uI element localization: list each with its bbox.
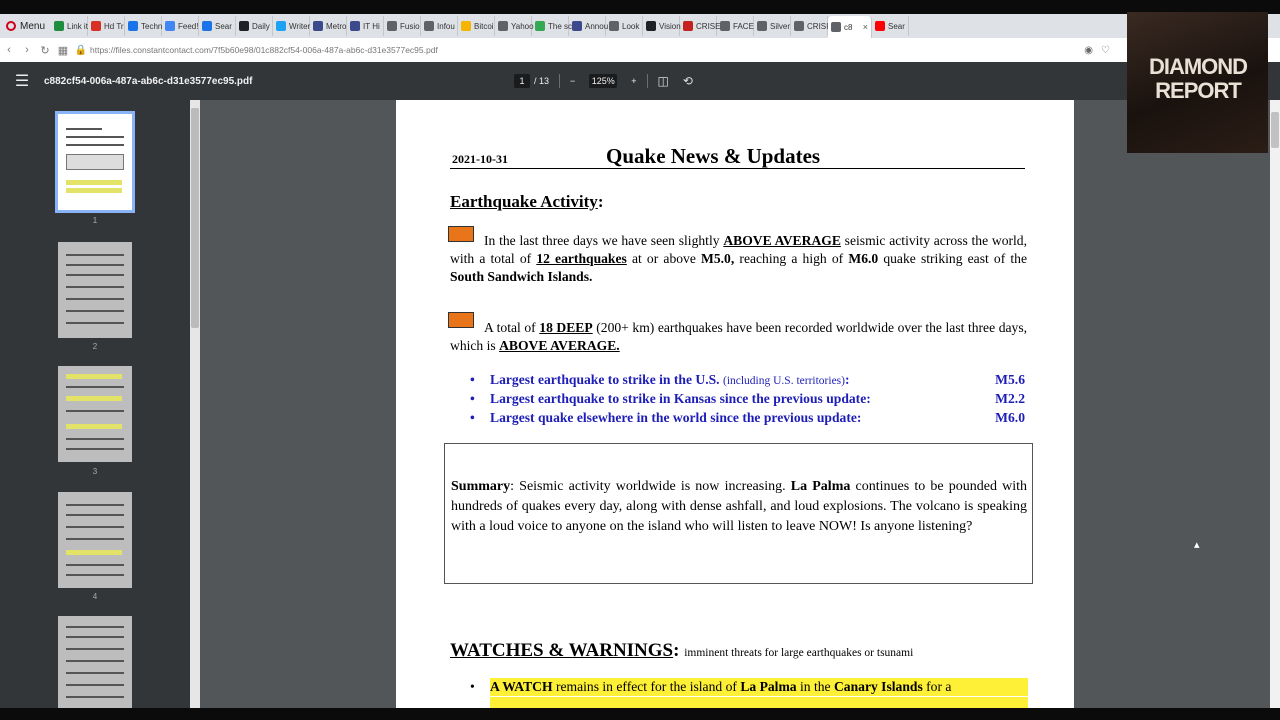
- tab-favicon-icon: [276, 21, 286, 31]
- browser-tab[interactable]: [162, 16, 199, 36]
- pdf-filename: c882cf54-006a-487a-ab6c-d31e3577ec95.pdf: [44, 75, 253, 87]
- browser-tab[interactable]: [680, 16, 721, 36]
- tab-label: Techn: [141, 21, 163, 31]
- browser-tab[interactable]: [125, 16, 162, 36]
- speed-dial-icon[interactable]: ▦: [57, 44, 69, 57]
- reload-icon[interactable]: ↻: [40, 44, 50, 57]
- title-underline: [450, 168, 1025, 169]
- tab-label: Sear: [888, 21, 905, 31]
- browser-tab[interactable]: [495, 16, 532, 36]
- tab-label: Yahoo: [511, 21, 534, 31]
- tab-label: IT Hi: [363, 21, 380, 31]
- tab-label: Metro: [326, 21, 347, 31]
- tab-label: Look: [622, 21, 640, 31]
- browser-menu-button[interactable]: [0, 14, 51, 38]
- tabs-container: [51, 14, 909, 38]
- diamond-report-logo: DIAMOND REPORT: [1127, 12, 1268, 153]
- summary-text: Summary: Seismic activity worldwide is now increasing. La Palma continues to be pounded with hundreds of quakes every day, along with dense ashfall, and loud explosions. The volcano is speaking with a loud voice to anyone on the island who will listen to leave NOW! Is anyone listening?: [451, 479, 1028, 534]
- earthquake-activity-heading: Earthquake Activity:: [450, 192, 604, 211]
- page-thumbnail-5[interactable]: [58, 616, 132, 712]
- browser-tab[interactable]: [643, 16, 680, 36]
- page-thumbnail-1[interactable]: [55, 111, 135, 213]
- document-title: Quake News & Updates: [606, 144, 821, 168]
- tab-favicon-icon: [387, 21, 397, 31]
- tab-favicon-icon: [424, 21, 434, 31]
- browser-tab[interactable]: [828, 16, 872, 38]
- tab-favicon-icon: [794, 21, 804, 31]
- tab-favicon-icon: [239, 21, 249, 31]
- tab-favicon-icon: [128, 21, 138, 31]
- browser-tab[interactable]: [310, 16, 347, 36]
- toolbar-divider: [647, 74, 648, 88]
- largest-quakes-list: [470, 372, 1025, 429]
- tab-favicon-icon: [720, 21, 730, 31]
- tab-label: Daily: [252, 21, 270, 31]
- tab-label: Writer: [289, 21, 311, 31]
- zoom-level-input[interactable]: 125%: [589, 74, 617, 88]
- pdf-toolbar: [0, 62, 1280, 100]
- browser-tab[interactable]: [236, 16, 273, 36]
- toolbar-divider: [559, 74, 560, 88]
- tab-favicon-icon: [757, 21, 767, 31]
- pdf-page: 2021-10-31 Quake News & Updates Earthquake Activity: In the last three days we have seen slightly ABOVE AVERAGE seismic activity across the world, with a total of 12 earthquakes at or above M5.0, reaching a high of M6.0 quake striking east of the South Sandwich Islands. A total of 18 DEEP (200+ km) earthquakes have been recorded worldwide over the last three days, which is ABOVE AVERAGE. • Largest earthquake to strike in the U.S. (including U.S. territories): M5.6 • Largest earthquake to strike in Kansas since the previous update: M2.2 • Largest quake elsewhere in the world since the previous update: M6.0 Summary: Seismic activity worldwide is now increasing. La Palma continues to be pounded with hundreds of quakes every day, along with dense ashfall, and loud explosions. The volcano is speaking with a loud voice to anyone on the island who will listen to leave NOW! Is anyone listening? WATCHES & WARNINGS: imminent threats for large earthquakes or tsunami • A WATCH remains in effect for the island of La Palma in the Canary Islands for a: [396, 100, 1074, 720]
- top-black-strip: [0, 0, 1280, 14]
- browser-tab[interactable]: [51, 16, 88, 36]
- tab-favicon-icon: [535, 21, 545, 31]
- tab-favicon-icon: [91, 21, 101, 31]
- tab-label: c8: [844, 22, 853, 32]
- tab-label: Sear: [215, 21, 232, 31]
- tab-favicon-icon: [572, 21, 582, 31]
- tab-favicon-icon: [313, 21, 323, 31]
- browser-tab[interactable]: [569, 16, 609, 36]
- url-field[interactable]: https://files.constantcontact.com/7f5b60e98/01c882cf54-006a-487a-ab6c-d31e3577ec95.pdf: [90, 45, 438, 55]
- mouse-cursor-icon: ▴: [1194, 539, 1200, 551]
- opera-logo-icon: [6, 21, 16, 31]
- tab-label: Infou: [437, 21, 455, 31]
- zoom-controls: [570, 74, 637, 88]
- tab-label: Link it: [67, 21, 88, 31]
- tab-favicon-icon: [350, 21, 360, 31]
- browser-tab[interactable]: [872, 16, 909, 36]
- tab-label: Hd Tr: [104, 21, 124, 31]
- tab-label: Annou: [585, 21, 609, 31]
- summary-box: [444, 443, 1033, 584]
- fit-page-icon[interactable]: ◫: [657, 74, 669, 88]
- tab-label: CRISI: [807, 21, 829, 31]
- page-number-input[interactable]: 1: [514, 74, 530, 88]
- tab-favicon-icon: [54, 21, 64, 31]
- page-thumbnail-4[interactable]: [58, 492, 132, 588]
- tab-label: FACE: [733, 21, 754, 31]
- list-item: • Largest quake elsewhere in the world since the previous update: M6.0: [470, 410, 1025, 429]
- tab-favicon-icon: [831, 22, 841, 32]
- list-item: • Largest earthquake to strike in Kansas since the previous update: M2.2: [470, 391, 1025, 410]
- back-arrow-icon[interactable]: ‹: [7, 44, 11, 56]
- thumbnail-page-number: 4: [92, 592, 98, 601]
- activity-paragraph-2: A total of 18 DEEP (200+ km) earthquakes have been recorded worldwide over the last three days, which is ABOVE AVERAGE.: [450, 320, 1028, 353]
- browser-tab[interactable]: [458, 16, 495, 36]
- browser-tab-bar: [0, 14, 1280, 38]
- thumbnail-page-number: 3: [92, 467, 98, 476]
- tab-favicon-icon: [875, 21, 885, 31]
- tab-label: Vision: [659, 21, 681, 31]
- tab-label: Silver: [770, 21, 791, 31]
- list-item: • Largest earthquake to strike in the U.S. (including U.S. territories): M5.6: [470, 372, 1025, 391]
- page-thumbnail-2[interactable]: [58, 242, 132, 338]
- browser-tab[interactable]: [199, 16, 236, 36]
- thumbnail-page-number: 2: [92, 342, 98, 351]
- browser-tab[interactable]: [532, 16, 573, 36]
- document-scrollbar[interactable]: [1270, 100, 1280, 720]
- camera-icon[interactable]: ◉: [1084, 44, 1094, 56]
- tab-favicon-icon: [461, 21, 471, 31]
- forward-arrow-icon[interactable]: ›: [25, 44, 29, 56]
- tab-favicon-icon: [498, 21, 508, 31]
- page-indicator: [514, 74, 549, 88]
- tab-label: The sc: [548, 21, 573, 31]
- tab-label: Fusio: [400, 21, 420, 31]
- thumbnail-page-number: 1: [92, 216, 98, 225]
- thumbnail-sidebar: [0, 100, 190, 720]
- activity-paragraph-1: In the last three days we have seen slightly ABOVE AVERAGE seismic activity across the world, with a total of 12 earthquakes at or above M5.0, reaching a high of M6.0 quake striking east of the South Sandwich Islands.: [450, 233, 1028, 284]
- browser-tab[interactable]: [88, 16, 125, 36]
- browser-tab[interactable]: [384, 16, 421, 36]
- heart-icon[interactable]: ♡: [1101, 44, 1110, 56]
- hamburger-menu-icon[interactable]: ☰: [14, 73, 30, 90]
- menu-label: Menu: [20, 20, 46, 32]
- browser-tab[interactable]: [606, 16, 643, 36]
- rotate-icon[interactable]: ⟲: [682, 74, 693, 88]
- browser-tab[interactable]: [754, 16, 791, 36]
- tab-favicon-icon: [646, 21, 656, 31]
- tab-close-icon[interactable]: ×: [862, 22, 869, 32]
- watches-warnings-heading: WATCHES & WARNINGS: imminent threats for large earthquakes or tsunami: [450, 640, 914, 661]
- tab-favicon-icon: [165, 21, 175, 31]
- lock-icon: 🔒: [74, 44, 88, 56]
- sidebar-scrollbar[interactable]: [190, 100, 200, 720]
- browser-tab[interactable]: [791, 16, 828, 36]
- tab-favicon-icon: [683, 21, 693, 31]
- browser-tab[interactable]: [347, 16, 384, 36]
- document-date: 2021-10-31: [452, 152, 508, 166]
- browser-tab[interactable]: [273, 16, 310, 36]
- tab-favicon-icon: [202, 21, 212, 31]
- browser-tab[interactable]: [421, 16, 458, 36]
- bottom-black-strip: [0, 708, 1280, 720]
- browser-tab[interactable]: [717, 16, 754, 36]
- tab-label: Feed!: [178, 21, 199, 31]
- zoom-out-button[interactable]: −: [570, 76, 576, 86]
- watch-highlight-text: A WATCH remains in effect for the island of La Palma in the Canary Islands for a: [490, 678, 1028, 696]
- tab-favicon-icon: [609, 21, 619, 31]
- page-thumbnail-3[interactable]: [58, 366, 132, 462]
- zoom-in-button[interactable]: +: [631, 76, 637, 86]
- page-total: / 13: [534, 76, 550, 86]
- address-bar: [0, 38, 1280, 63]
- tab-label: Bitcoi: [474, 21, 494, 31]
- tab-label: CRISE: [696, 21, 721, 31]
